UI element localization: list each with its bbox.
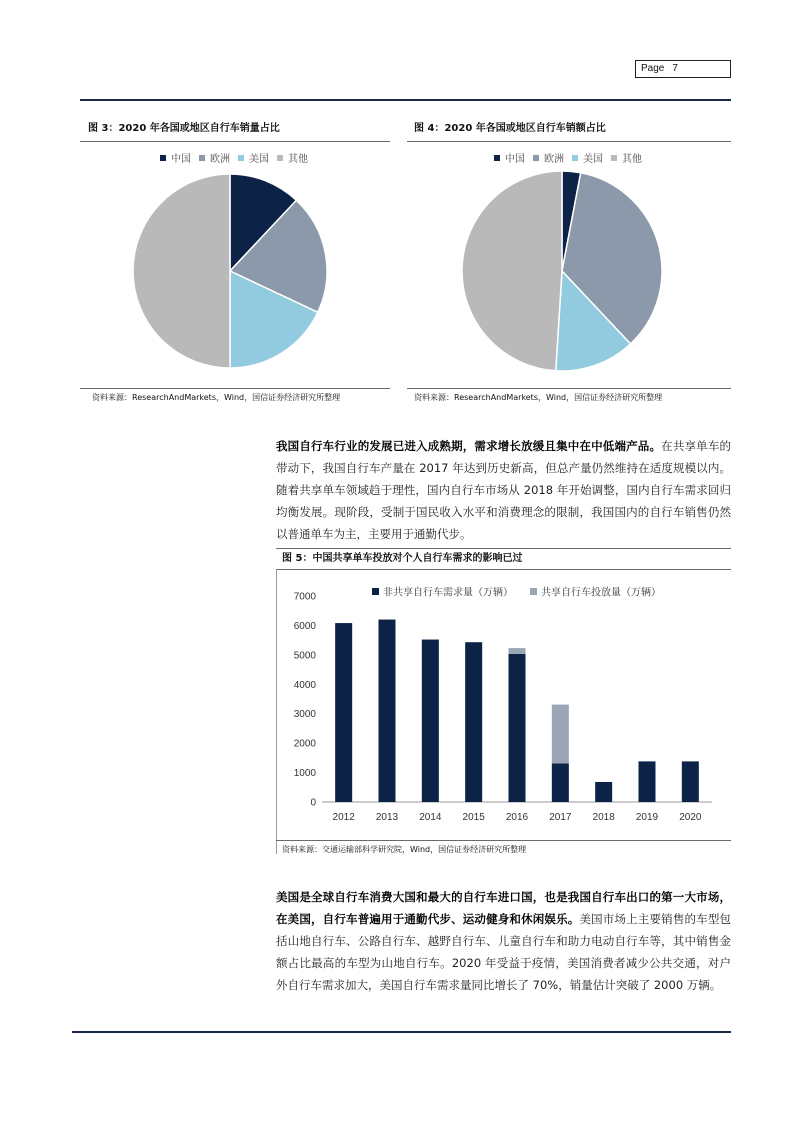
bar-non-shared-2015 — [465, 642, 482, 802]
y-tick-label: 2000 — [293, 738, 316, 750]
legend-label-other: 其他 — [288, 154, 308, 165]
figure4-top-rule — [407, 141, 731, 142]
legend-label-non-shared: 非共享自行车需求量（万辆） — [383, 587, 513, 599]
figure5-source: 资料来源：交通运输部科学研究院，Wind，国信证券经济研究所整理 — [282, 845, 527, 854]
x-tick-label: 2016 — [505, 812, 529, 823]
figure4-title: 图 4：2020 年各国或地区自行车销额占比 — [414, 123, 606, 134]
x-tick-label: 2020 — [679, 812, 702, 823]
x-tick-label: 2019 — [635, 812, 659, 823]
legend-label-shared: 共享自行车投放量（万辆） — [541, 587, 661, 599]
legend-swatch-non-shared — [372, 588, 379, 595]
figure5-title-rule — [276, 569, 731, 570]
figure3-title: 图 3：2020 年各国或地区自行车销量占比 — [88, 123, 280, 134]
figure3-pie-chart — [120, 165, 340, 380]
figure5-bar-chart — [280, 575, 725, 835]
header-rule — [80, 99, 731, 101]
bar-non-shared-2018 — [595, 782, 612, 802]
legend-label-usa: 美国 — [583, 154, 603, 165]
figure5-title: 图 5：中国共享单车投放对个人自行车需求的影响已过 — [282, 553, 523, 564]
legend-label-china: 中国 — [171, 154, 191, 165]
y-tick-label: 3000 — [293, 709, 316, 721]
bar-non-shared-2017 — [552, 763, 569, 802]
paragraph1-lead: 我国自行车行业的发展已进入成熟期，需求增长放缓且集中在中低端产品。 — [276, 439, 662, 453]
figure4-source: 资料来源：ResearchAndMarkets，Wind，国信证券经济研究所整理 — [414, 393, 663, 402]
y-tick-label: 6000 — [293, 620, 316, 632]
bar-non-shared-2019 — [639, 761, 656, 802]
y-tick-label: 7000 — [293, 591, 316, 603]
figure5-left-border — [276, 569, 277, 854]
pie-slice-other — [133, 174, 230, 368]
legend-swatch-europe — [533, 155, 539, 161]
legend-label-usa: 美国 — [249, 154, 269, 165]
bar-non-shared-2013 — [379, 620, 396, 802]
figure3-bottom-rule — [80, 388, 390, 389]
figure3-legend — [160, 150, 308, 165]
legend-swatch-china — [160, 155, 166, 161]
figure3-top-rule — [80, 141, 390, 142]
page-number-box — [635, 60, 731, 78]
legend-swatch-other — [277, 155, 283, 161]
legend-label-europe: 欧洲 — [544, 154, 564, 165]
y-tick-label: 0 — [310, 797, 316, 809]
y-tick-label: 4000 — [293, 679, 316, 691]
paragraph1-body: 在共享单车的带动下，我国自行车产量在 2017 年达到历史新高，但总产量仍然维持在适度规模以内。随着共享单车领域趋于理性，国内自行车市场从 2018 年开始调整，国内自行车需求回归均衡发展。现阶段，受制于国民收入水平和消费理念的限制，我国国内的自行车销售仍然以普通单车为主，主要用于通勤代步。 — [276, 439, 732, 541]
legend-swatch-other — [611, 155, 617, 161]
figure3-source: 资料来源：ResearchAndMarkets，Wind，国信证券经济研究所整理 — [92, 393, 341, 402]
paragraph2-lead: 美国是全球自行车消费大国和最大的自行车进口国，也是我国自行车出口的第一大市场，在美国，自行车普遍用于通勤代步、运动健身和休闲娱乐。 — [276, 890, 731, 926]
legend-swatch-usa — [238, 155, 244, 161]
legend-swatch-europe — [199, 155, 205, 161]
footer-rule — [72, 1031, 731, 1033]
figure5-bottom-rule — [276, 840, 731, 841]
x-tick-label: 2013 — [375, 812, 399, 823]
paragraph2-body: 美国市场上主要销售的车型包括山地自行车、公路自行车、越野自行车、儿童自行车和助力电动自行车等，其中销售金额占比最高的车型为山地自行车。2020 年受益于疫情，美国消费者减少公共交通，对户外自行车需求加大，美国自行车需求量同比增长了 70%，销量估计突破了 2000 万辆。 — [276, 912, 732, 992]
paragraph-us-market — [276, 886, 731, 996]
legend-swatch-usa — [572, 155, 578, 161]
bar-shared-2016 — [509, 648, 526, 654]
pie-slice-other — [462, 171, 562, 371]
figure4-legend — [494, 150, 642, 165]
bar-non-shared-2016 — [509, 654, 526, 802]
x-tick-label: 2018 — [592, 812, 615, 823]
legend-label-europe: 欧洲 — [210, 154, 230, 165]
bar-non-shared-2020 — [682, 761, 699, 802]
y-tick-label: 1000 — [293, 768, 316, 780]
legend-label-other: 其他 — [622, 154, 642, 165]
bar-non-shared-2012 — [335, 623, 352, 802]
page-number: 7 — [672, 63, 678, 74]
x-tick-label: 2017 — [549, 812, 572, 823]
x-tick-label: 2012 — [332, 812, 355, 823]
bar-non-shared-2014 — [422, 640, 439, 802]
figure4-pie-chart — [452, 165, 672, 380]
x-tick-label: 2015 — [462, 812, 485, 823]
legend-label-china: 中国 — [505, 154, 525, 165]
bar-shared-2017 — [552, 705, 569, 764]
x-tick-label: 2014 — [419, 812, 442, 823]
paragraph-bicycle-industry — [276, 435, 731, 545]
y-tick-label: 5000 — [293, 650, 316, 662]
figure4-bottom-rule — [407, 388, 731, 389]
figure5-top-rule — [276, 548, 731, 549]
page-label: Page — [641, 63, 665, 74]
legend-swatch-china — [494, 155, 500, 161]
legend-swatch-shared — [530, 588, 537, 595]
